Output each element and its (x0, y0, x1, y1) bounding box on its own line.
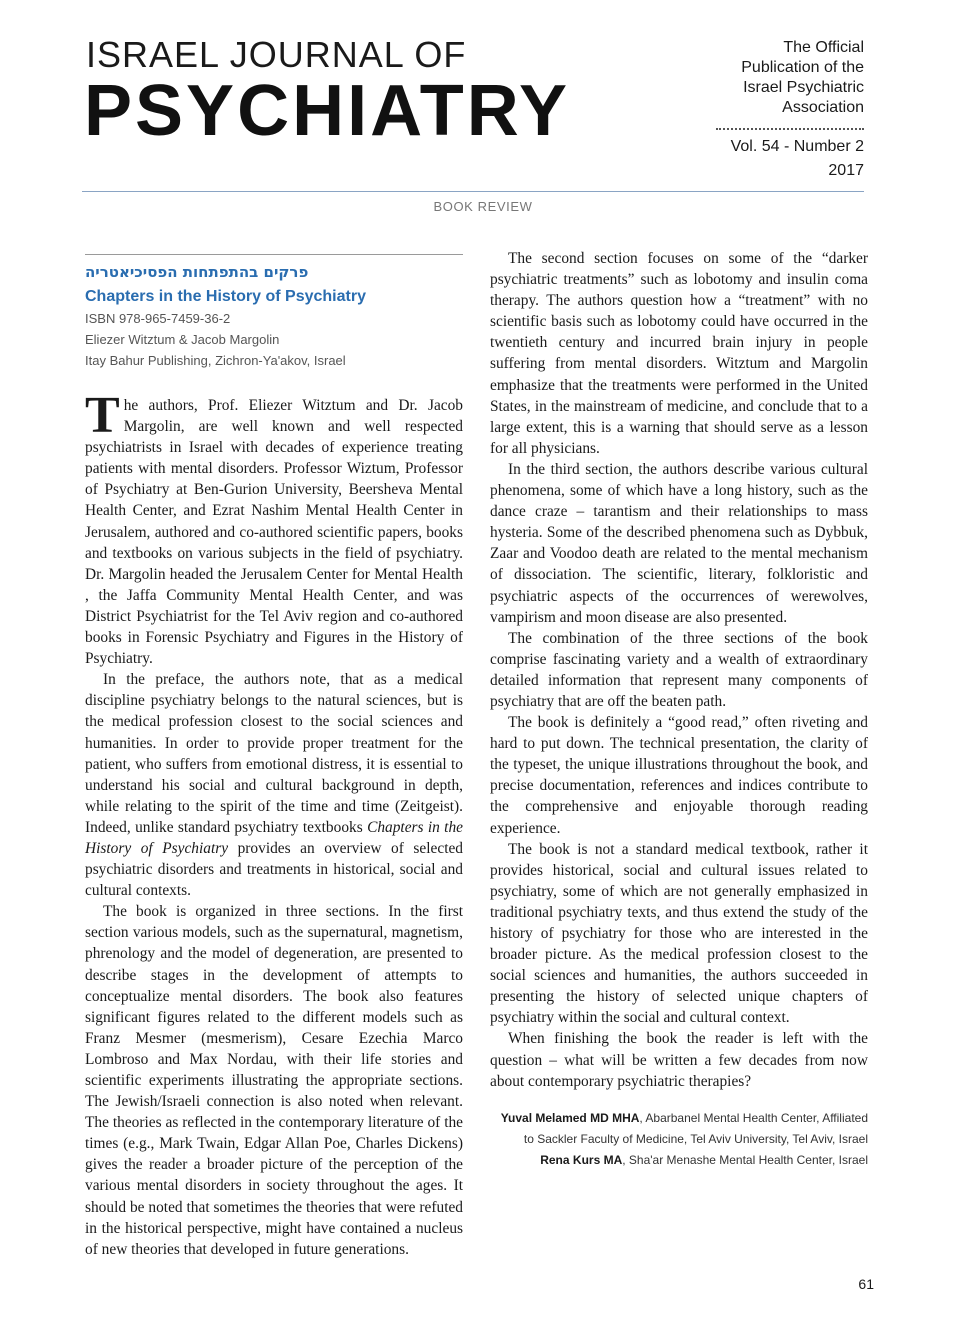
journal-title-line1: ISRAEL JOURNAL OF (86, 34, 467, 75)
reviewer-affiliation: , Sha'ar Menashe Mental Health Center, Israel (622, 1152, 868, 1167)
paragraph: In the third section, the authors describe various cultural phenomena, some of which have a long history, such as the dance craze – tarantism and their relationships to mass hysteria. Some of the described phenomena such as Dybbuk, Zaar and Voodoo death are related to the mental mechanism of dissociation. The scientific, literary, folkloristic and psychiatric aspects of the occurrences of werewolves, vampirism and moon disease are also presented. (490, 460, 868, 626)
publication-line: The Official (783, 39, 864, 56)
right-column (490, 248, 868, 1171)
drop-cap: T (85, 387, 120, 444)
paragraph-text: In the preface, the authors note, that as a medical discipline psychiatry belongs to the natural sciences, but is the medical profession closest to the social sciences and humanities. In order to provide proper treatment for the patient, who suffers from emotional distress, it is essential to understand his social and cultural background in depth, while relating to the spirit of the time and time (Zeitgeist). Indeed, unlike standard psychiatry textbooks (85, 671, 463, 836)
journal-title-line2: PSYCHIATRY (84, 71, 571, 151)
paragraph: The book is organized in three sections. In the first section various models, such as the supernatural, magnetism, phrenology and the model of degeneration, are presented to describe stages in the development of attempts to conceptualize mental disorders. The book also features significant figures related to the different models such as Franz Mesmer (mesmerism), Cesare Ezechia Marco Lombroso and Max Nordau, with their life stories and scientific experiments illustrating the appropriate sections. The Jewish/Israeli connection is also noted when relevant. The theories as reflected in the contemporary literature of the times (e.g., Mark Twain, Edgar Allan Poe, Charles Dickens) gives the reader a broader picture of the perception of the various mental disorders in society throughout the ages. It should be noted that sometimes the theories that were refuted in the historical perspective, might have contained a nucleus of new theories that developed in future generations. (85, 903, 463, 1258)
paragraph-text: he authors, Prof. Eliezer Witztum and Dr. Jacob Margolin, are well known and well respected psychiatrists in Israel with decades of experience treating patients with mental disorders. Professor Wiztum, Professor of Psychiatry at Ben-Gurion University, Beersheva Mental Health Center, and Ezrat Nashim Mental Health Center in Jerusalem, authored and co-authored scientific papers, books and textbooks on various subjects in the field of psychiatry. Dr. Margolin headed the Jerusalem Center for Mental Health , the Jaffa Community Mental Health Center, and was District Psychiatrist for the Tel Aviv region and co-authored books in Forensic Psychiatry and Figures in the History of Psychiatry. (85, 397, 463, 668)
book-publisher: Itay Bahur Publishing, Zichron-Ya'akov, Israel (85, 353, 346, 368)
left-column (85, 254, 463, 1260)
paragraph (85, 669, 463, 901)
reviewer-line (490, 1108, 868, 1129)
book-title-english: Chapters in the History of Psychiatry (85, 288, 366, 305)
paragraph: The book is definitely a “good read,” often riveting and hard to put down. The technical presentation, the clarity of the typeset, the unique illustrations throughout the book, and precise documentation, references and indices contribute to the comprehensive and enjoyable thorough reading experience. (490, 714, 868, 837)
paragraph-text: provides an overview of selected psychiatric disorders and treatments in historical, social and cultural contexts. (85, 839, 463, 900)
book-info-rule (85, 254, 463, 255)
reviewer-affiliation: , Abarbanel Mental Health Center, Affiliated (639, 1110, 868, 1125)
reviewer-name: Yuval Melamed MD MHA (500, 1110, 640, 1125)
article-body-left (85, 387, 463, 1260)
header-rule (82, 191, 864, 192)
section-label: BOOK REVIEW (433, 199, 533, 214)
book-title-italic: Chapters in the History of Psychiatry (85, 818, 463, 857)
paragraph (85, 387, 463, 669)
page-number: 61 (858, 1276, 874, 1292)
publication-line: Israel Psychiatric (743, 79, 864, 96)
paragraph: The combination of the three sections of the book comprise fascinating variety and a wealth of extraordinary detailed information that represent many components of psychiatry that are off the beaten path. (490, 629, 868, 710)
publication-year: 2017 (828, 162, 864, 179)
book-isbn: ISBN 978-965-7459-36-2 (85, 311, 231, 326)
reviewer-line (490, 1150, 868, 1171)
publication-line: Publication of the (741, 59, 864, 76)
paragraph: When finishing the book the reader is left with the question – what will be written a few decades from now about contemporary psychiatric therapies? (490, 1030, 868, 1090)
reviewer-credits (490, 1108, 868, 1171)
masthead-divider (716, 128, 864, 130)
book-title-hebrew: פרקים בהתפתחות הפסיכיאטריה (85, 263, 309, 281)
paragraph: The book is not a standard medical textbook, rather it provides historical, social and cultural issues related to psychiatry, some of which are not generally emphasized in traditional psychiatry texts, and thus extend the study of the history of psychiatry for those who are interested in the broader picture. As the medical profession closest to the social sciences and humanities, the authors succeeded in presenting the history of selected unique chapters of psychiatry within the social and cultural context. (490, 840, 868, 1027)
publication-statement (664, 38, 864, 118)
publication-line: Association (782, 99, 864, 116)
volume-number: Vol. 54 - Number 2 (730, 138, 864, 155)
book-authors: Eliezer Witztum & Jacob Margolin (85, 332, 280, 347)
reviewer-affiliation: to Sackler Faculty of Medicine, Tel Aviv University, Tel Aviv, Israel (523, 1131, 868, 1146)
paragraph: The second section focuses on some of the “darker psychiatric treatments” such as lobotomy and insulin coma therapy. The authors question how a “treatment” with no scientific basis such as lobotomy could have occurred in the twentieth century and incurred brain injury in people suffering from mental disorders. Witztum and Margolin emphasize that the treatments were performed in the United States, in the mainstream of medicine, and conclude that to a large extent, this is a warning that should serve as a lesson for all physicians. (490, 250, 868, 457)
reviewer-name: Rena Kurs MA (540, 1152, 623, 1167)
article-body-right (490, 248, 868, 1092)
